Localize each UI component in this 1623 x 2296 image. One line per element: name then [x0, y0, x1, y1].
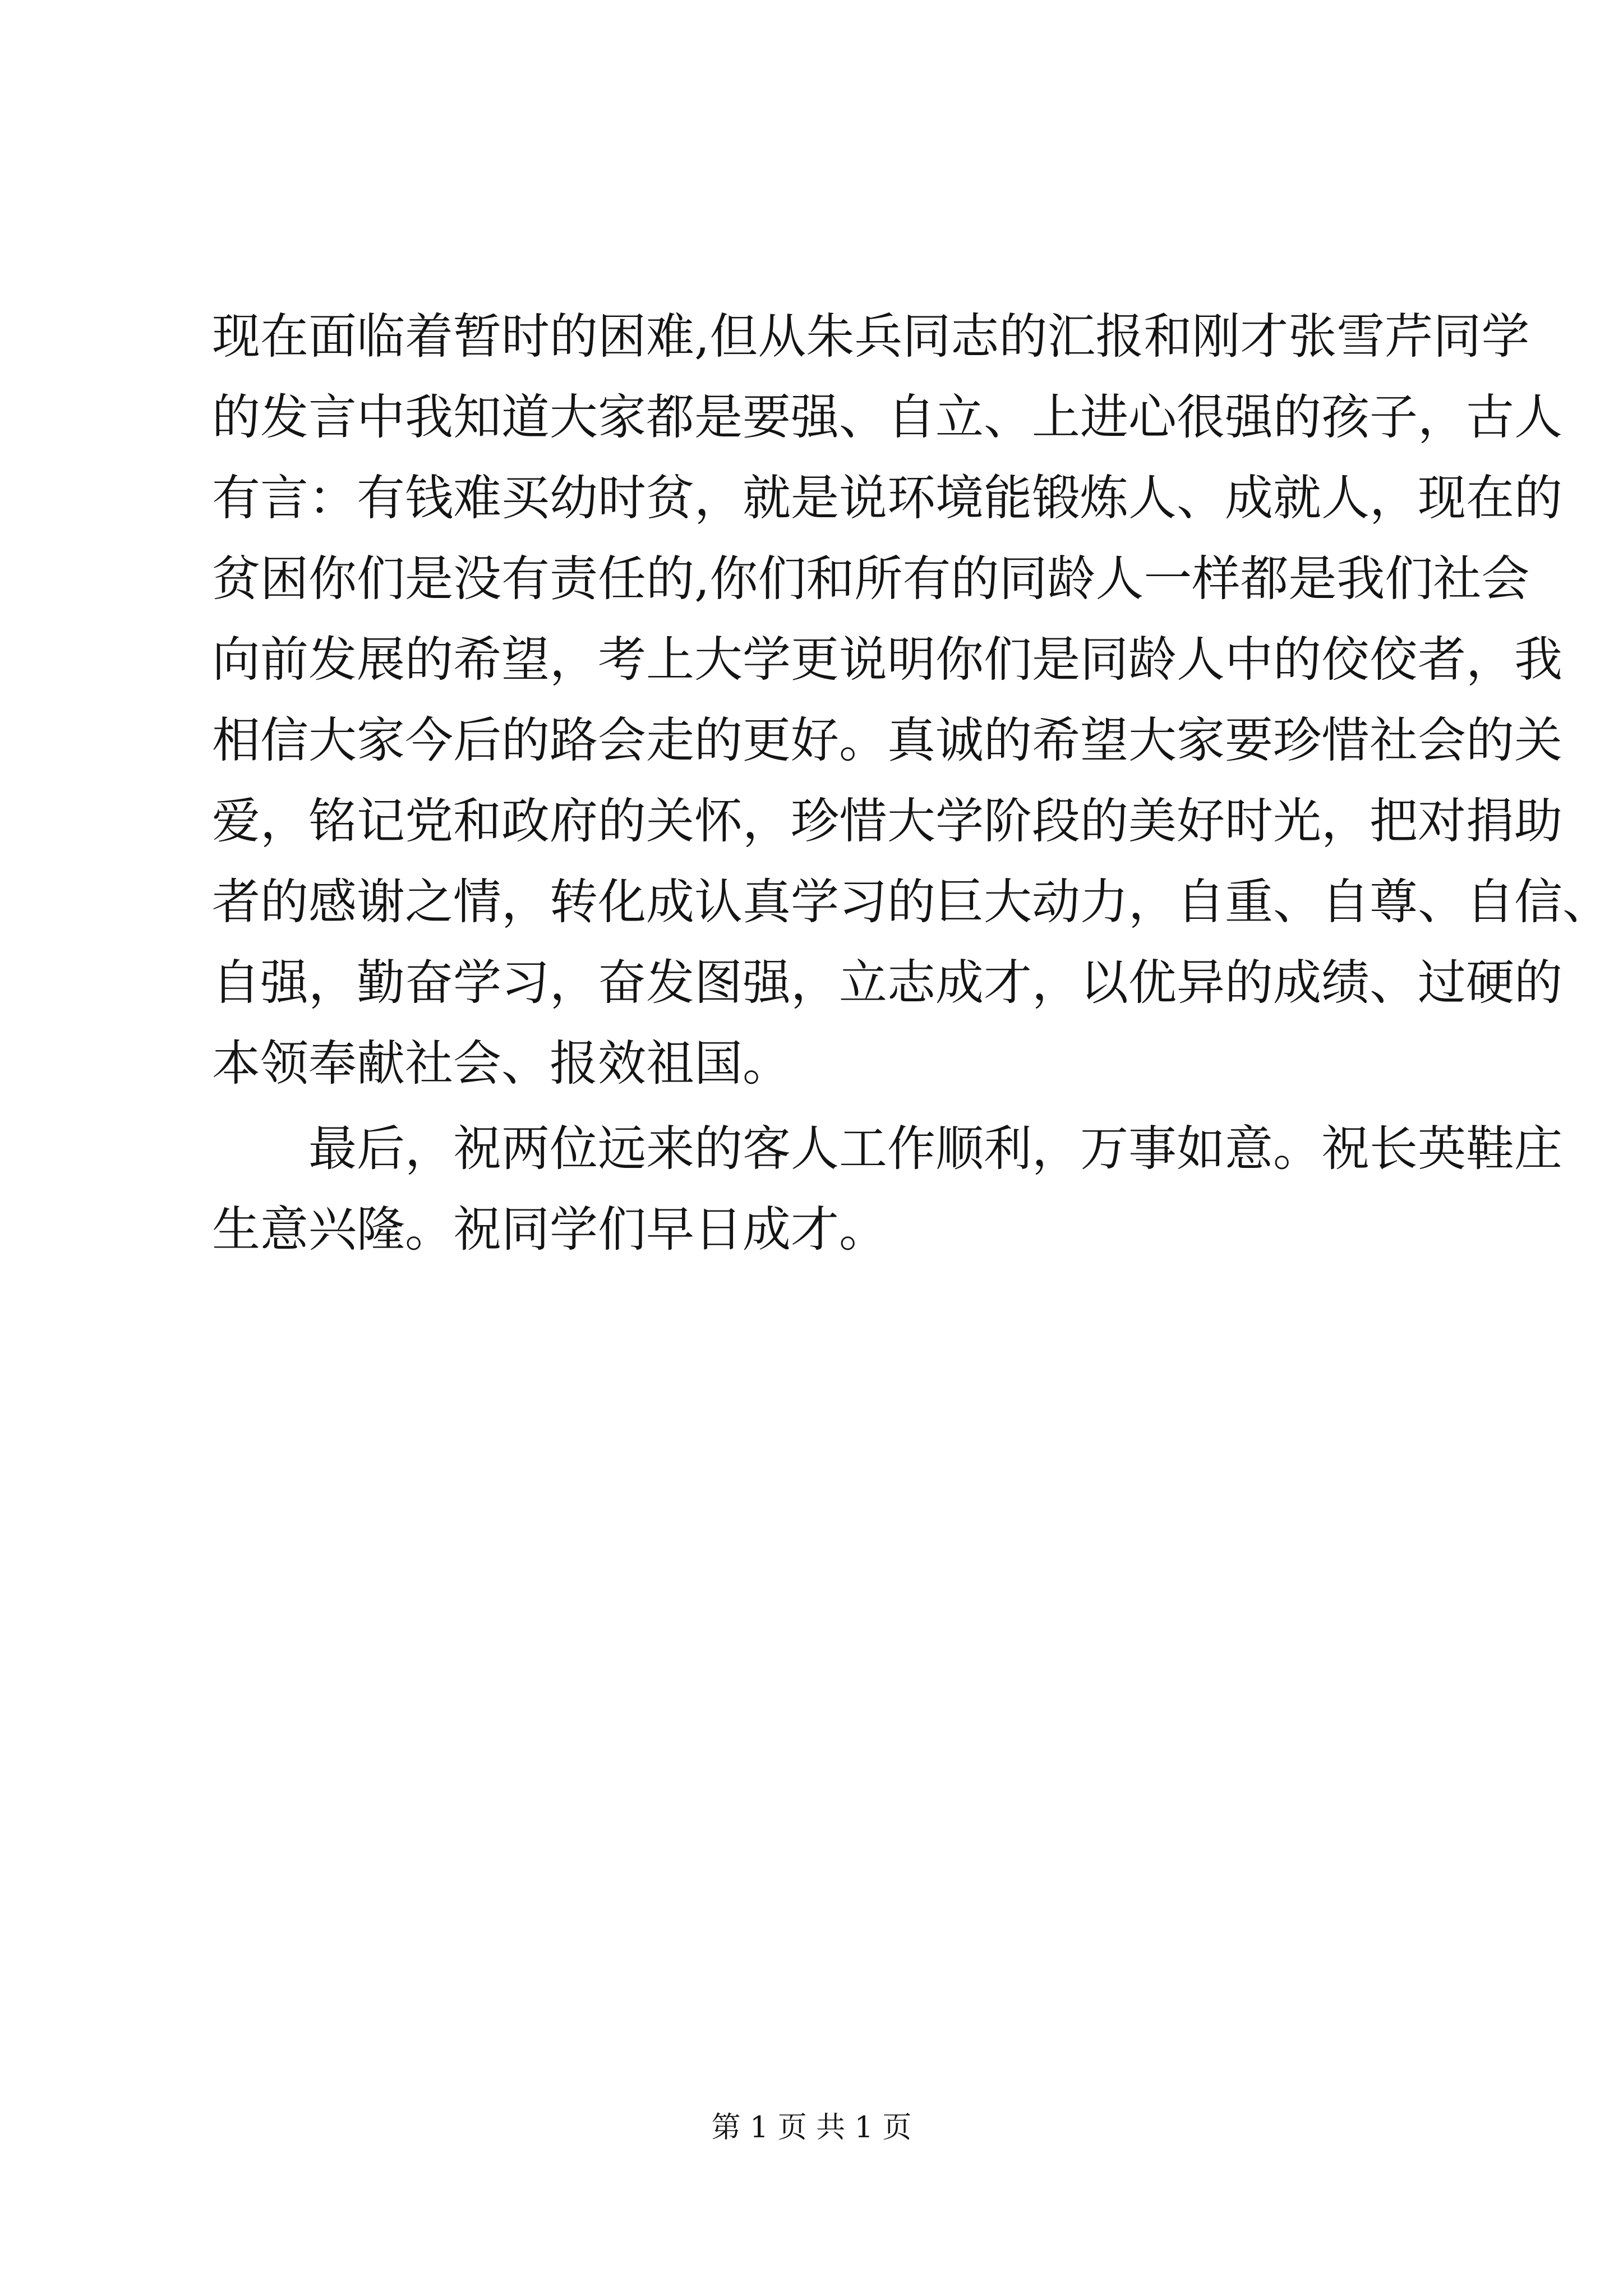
text-line: 本领奉献社会、报效祖国。 — [212, 1036, 791, 1092]
page-number-footer: 第 1 页 共 1 页 — [711, 2111, 912, 2145]
paragraph-spacer — [212, 1104, 1423, 1108]
text-line: 现在面临着暂时的困难,但从朱兵同志的汇报和刚才张雪芹同学 — [212, 309, 1530, 365]
text-line: 生意兴隆。祝同学们早日成才。 — [212, 1202, 887, 1258]
text-line: 爱，铭记党和政府的关怀，珍惜大学阶段的美好时光，把对捐助 — [212, 793, 1562, 849]
text-line: 向前发展的希望，考上大学更说明你们是同龄人中的佼佼者，我 — [212, 632, 1562, 688]
text-line: 者的感谢之情，转化成认真学习的巨大动力，自重、自尊、自信、 — [212, 874, 1611, 930]
text-line: 相信大家今后的路会走的更好。真诚的希望大家要珍惜社会的关 — [212, 712, 1562, 769]
document-body — [212, 296, 1611, 1270]
paragraph-2 — [212, 1108, 1562, 1270]
text-line: 有言：有钱难买幼时贫，就是说环境能锻炼人、成就人，现在的 — [212, 470, 1562, 526]
text-line: 自强，勤奋学习，奋发图强，立志成才，以优异的成绩、过硬的 — [212, 955, 1562, 1011]
text-line: 最后，祝两位远来的客人工作顺利，万事如意。祝长英鞋庄 — [308, 1121, 1562, 1177]
text-line: 的发言中我知道大家都是要强、自立、上进心很强的孩子，古人 — [212, 389, 1562, 445]
paragraph-1 — [212, 296, 1611, 1104]
text-line: 贫困你们是没有责任的,你们和所有的同龄人一样都是我们社会 — [212, 551, 1530, 607]
